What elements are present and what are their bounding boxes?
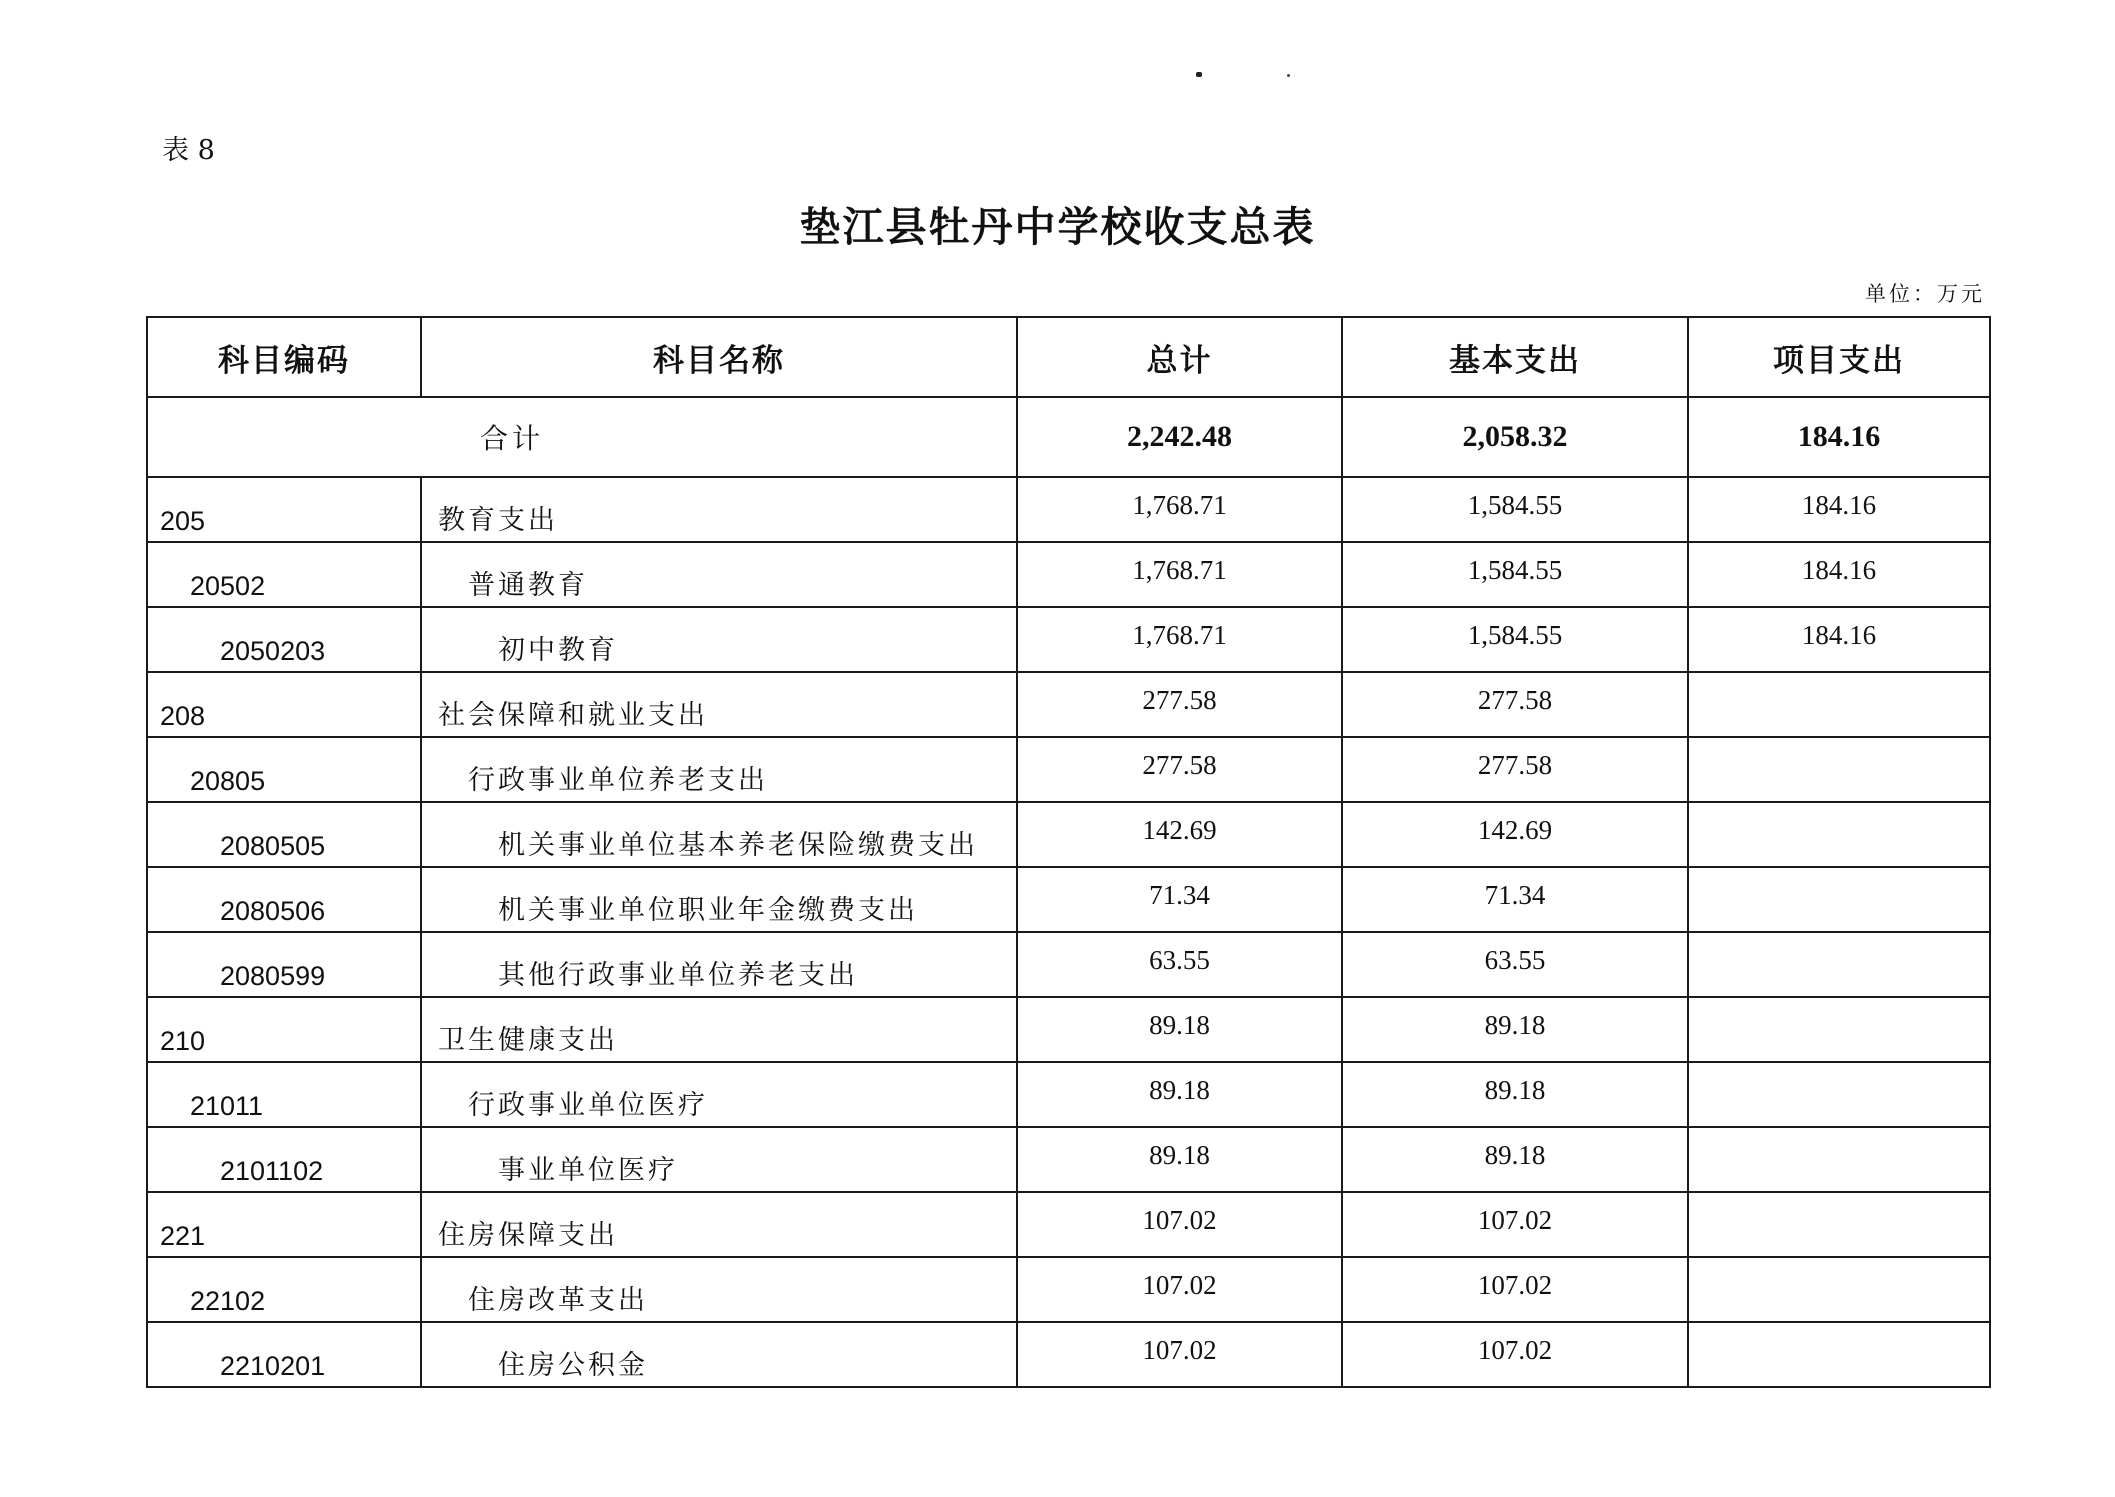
row-name: 教育支出 [421, 477, 1017, 542]
row-basic: 277.58 [1342, 672, 1688, 737]
row-name: 事业单位医疗 [421, 1127, 1017, 1192]
row-project: 184.16 [1688, 542, 1990, 607]
scan-speck [1287, 74, 1290, 77]
row-total: 107.02 [1017, 1322, 1342, 1387]
row-total: 277.58 [1017, 672, 1342, 737]
row-basic: 1,584.55 [1342, 607, 1688, 672]
row-name: 住房公积金 [421, 1322, 1017, 1387]
row-total: 89.18 [1017, 1127, 1342, 1192]
table-row [147, 802, 1990, 867]
header-row [147, 317, 1990, 397]
row-basic: 71.34 [1342, 867, 1688, 932]
row-code: 205 [147, 477, 421, 542]
total-project: 184.16 [1688, 397, 1990, 477]
header-project: 项目支出 [1688, 317, 1990, 397]
row-project [1688, 737, 1990, 802]
row-name: 机关事业单位基本养老保险缴费支出 [421, 802, 1017, 867]
row-basic: 107.02 [1342, 1192, 1688, 1257]
row-code: 208 [147, 672, 421, 737]
table-row [147, 1127, 1990, 1192]
row-project [1688, 997, 1990, 1062]
row-project: 184.16 [1688, 477, 1990, 542]
scan-speck [1196, 72, 1202, 77]
row-total: 1,768.71 [1017, 542, 1342, 607]
page-title: 垫江县牡丹中学校收支总表 [799, 203, 1316, 251]
row-name: 初中教育 [421, 607, 1017, 672]
total-amount: 2,242.48 [1017, 397, 1342, 477]
table-row [147, 1062, 1990, 1127]
row-project [1688, 1127, 1990, 1192]
row-total: 89.18 [1017, 1062, 1342, 1127]
header-code: 科目编码 [147, 317, 421, 397]
row-code: 21011 [147, 1062, 421, 1127]
row-name: 社会保障和就业支出 [421, 672, 1017, 737]
table-row [147, 672, 1990, 737]
row-code: 2080599 [147, 932, 421, 997]
row-project [1688, 672, 1990, 737]
table-row [147, 932, 1990, 997]
row-total: 107.02 [1017, 1257, 1342, 1322]
row-basic: 1,584.55 [1342, 542, 1688, 607]
row-basic: 107.02 [1342, 1322, 1688, 1387]
row-code: 210 [147, 997, 421, 1062]
row-total: 63.55 [1017, 932, 1342, 997]
total-label: 合计 [147, 397, 1017, 477]
row-code: 2050203 [147, 607, 421, 672]
row-total: 107.02 [1017, 1192, 1342, 1257]
row-total: 71.34 [1017, 867, 1342, 932]
total-basic: 2,058.32 [1342, 397, 1688, 477]
row-basic: 89.18 [1342, 1127, 1688, 1192]
row-name: 行政事业单位养老支出 [421, 737, 1017, 802]
row-name: 住房保障支出 [421, 1192, 1017, 1257]
row-basic: 277.58 [1342, 737, 1688, 802]
table-row [147, 542, 1990, 607]
total-row [147, 397, 1990, 477]
table-row [147, 867, 1990, 932]
row-code: 221 [147, 1192, 421, 1257]
row-name: 机关事业单位职业年金缴费支出 [421, 867, 1017, 932]
row-name: 行政事业单位医疗 [421, 1062, 1017, 1127]
row-project [1688, 1257, 1990, 1322]
row-code: 22102 [147, 1257, 421, 1322]
row-project [1688, 932, 1990, 997]
table-number-label: 表 8 [162, 135, 215, 166]
row-basic: 63.55 [1342, 932, 1688, 997]
row-basic: 107.02 [1342, 1257, 1688, 1322]
row-total: 1,768.71 [1017, 607, 1342, 672]
table-row [147, 997, 1990, 1062]
row-code: 2080506 [147, 867, 421, 932]
row-basic: 142.69 [1342, 802, 1688, 867]
table-row [147, 737, 1990, 802]
row-code: 20502 [147, 542, 421, 607]
header-basic: 基本支出 [1342, 317, 1688, 397]
row-code: 20805 [147, 737, 421, 802]
row-name: 住房改革支出 [421, 1257, 1017, 1322]
row-total: 89.18 [1017, 997, 1342, 1062]
unit-label: 单位：万元 [1865, 282, 1985, 306]
row-total: 142.69 [1017, 802, 1342, 867]
row-basic: 1,584.55 [1342, 477, 1688, 542]
row-basic: 89.18 [1342, 997, 1688, 1062]
row-project [1688, 1192, 1990, 1257]
row-code: 2210201 [147, 1322, 421, 1387]
row-total: 1,768.71 [1017, 477, 1342, 542]
header-name: 科目名称 [421, 317, 1017, 397]
row-code: 2101102 [147, 1127, 421, 1192]
row-code: 2080505 [147, 802, 421, 867]
row-basic: 89.18 [1342, 1062, 1688, 1127]
row-total: 277.58 [1017, 737, 1342, 802]
table-row [147, 477, 1990, 542]
summary-table [146, 316, 1991, 1388]
row-name: 普通教育 [421, 542, 1017, 607]
row-name: 卫生健康支出 [421, 997, 1017, 1062]
row-project: 184.16 [1688, 607, 1990, 672]
row-name: 其他行政事业单位养老支出 [421, 932, 1017, 997]
header-total: 总计 [1017, 317, 1342, 397]
row-project [1688, 867, 1990, 932]
table-row [147, 1257, 1990, 1322]
row-project [1688, 1062, 1990, 1127]
table-row [147, 1322, 1990, 1387]
row-project [1688, 802, 1990, 867]
table-row [147, 607, 1990, 672]
table-row [147, 1192, 1990, 1257]
row-project [1688, 1322, 1990, 1387]
